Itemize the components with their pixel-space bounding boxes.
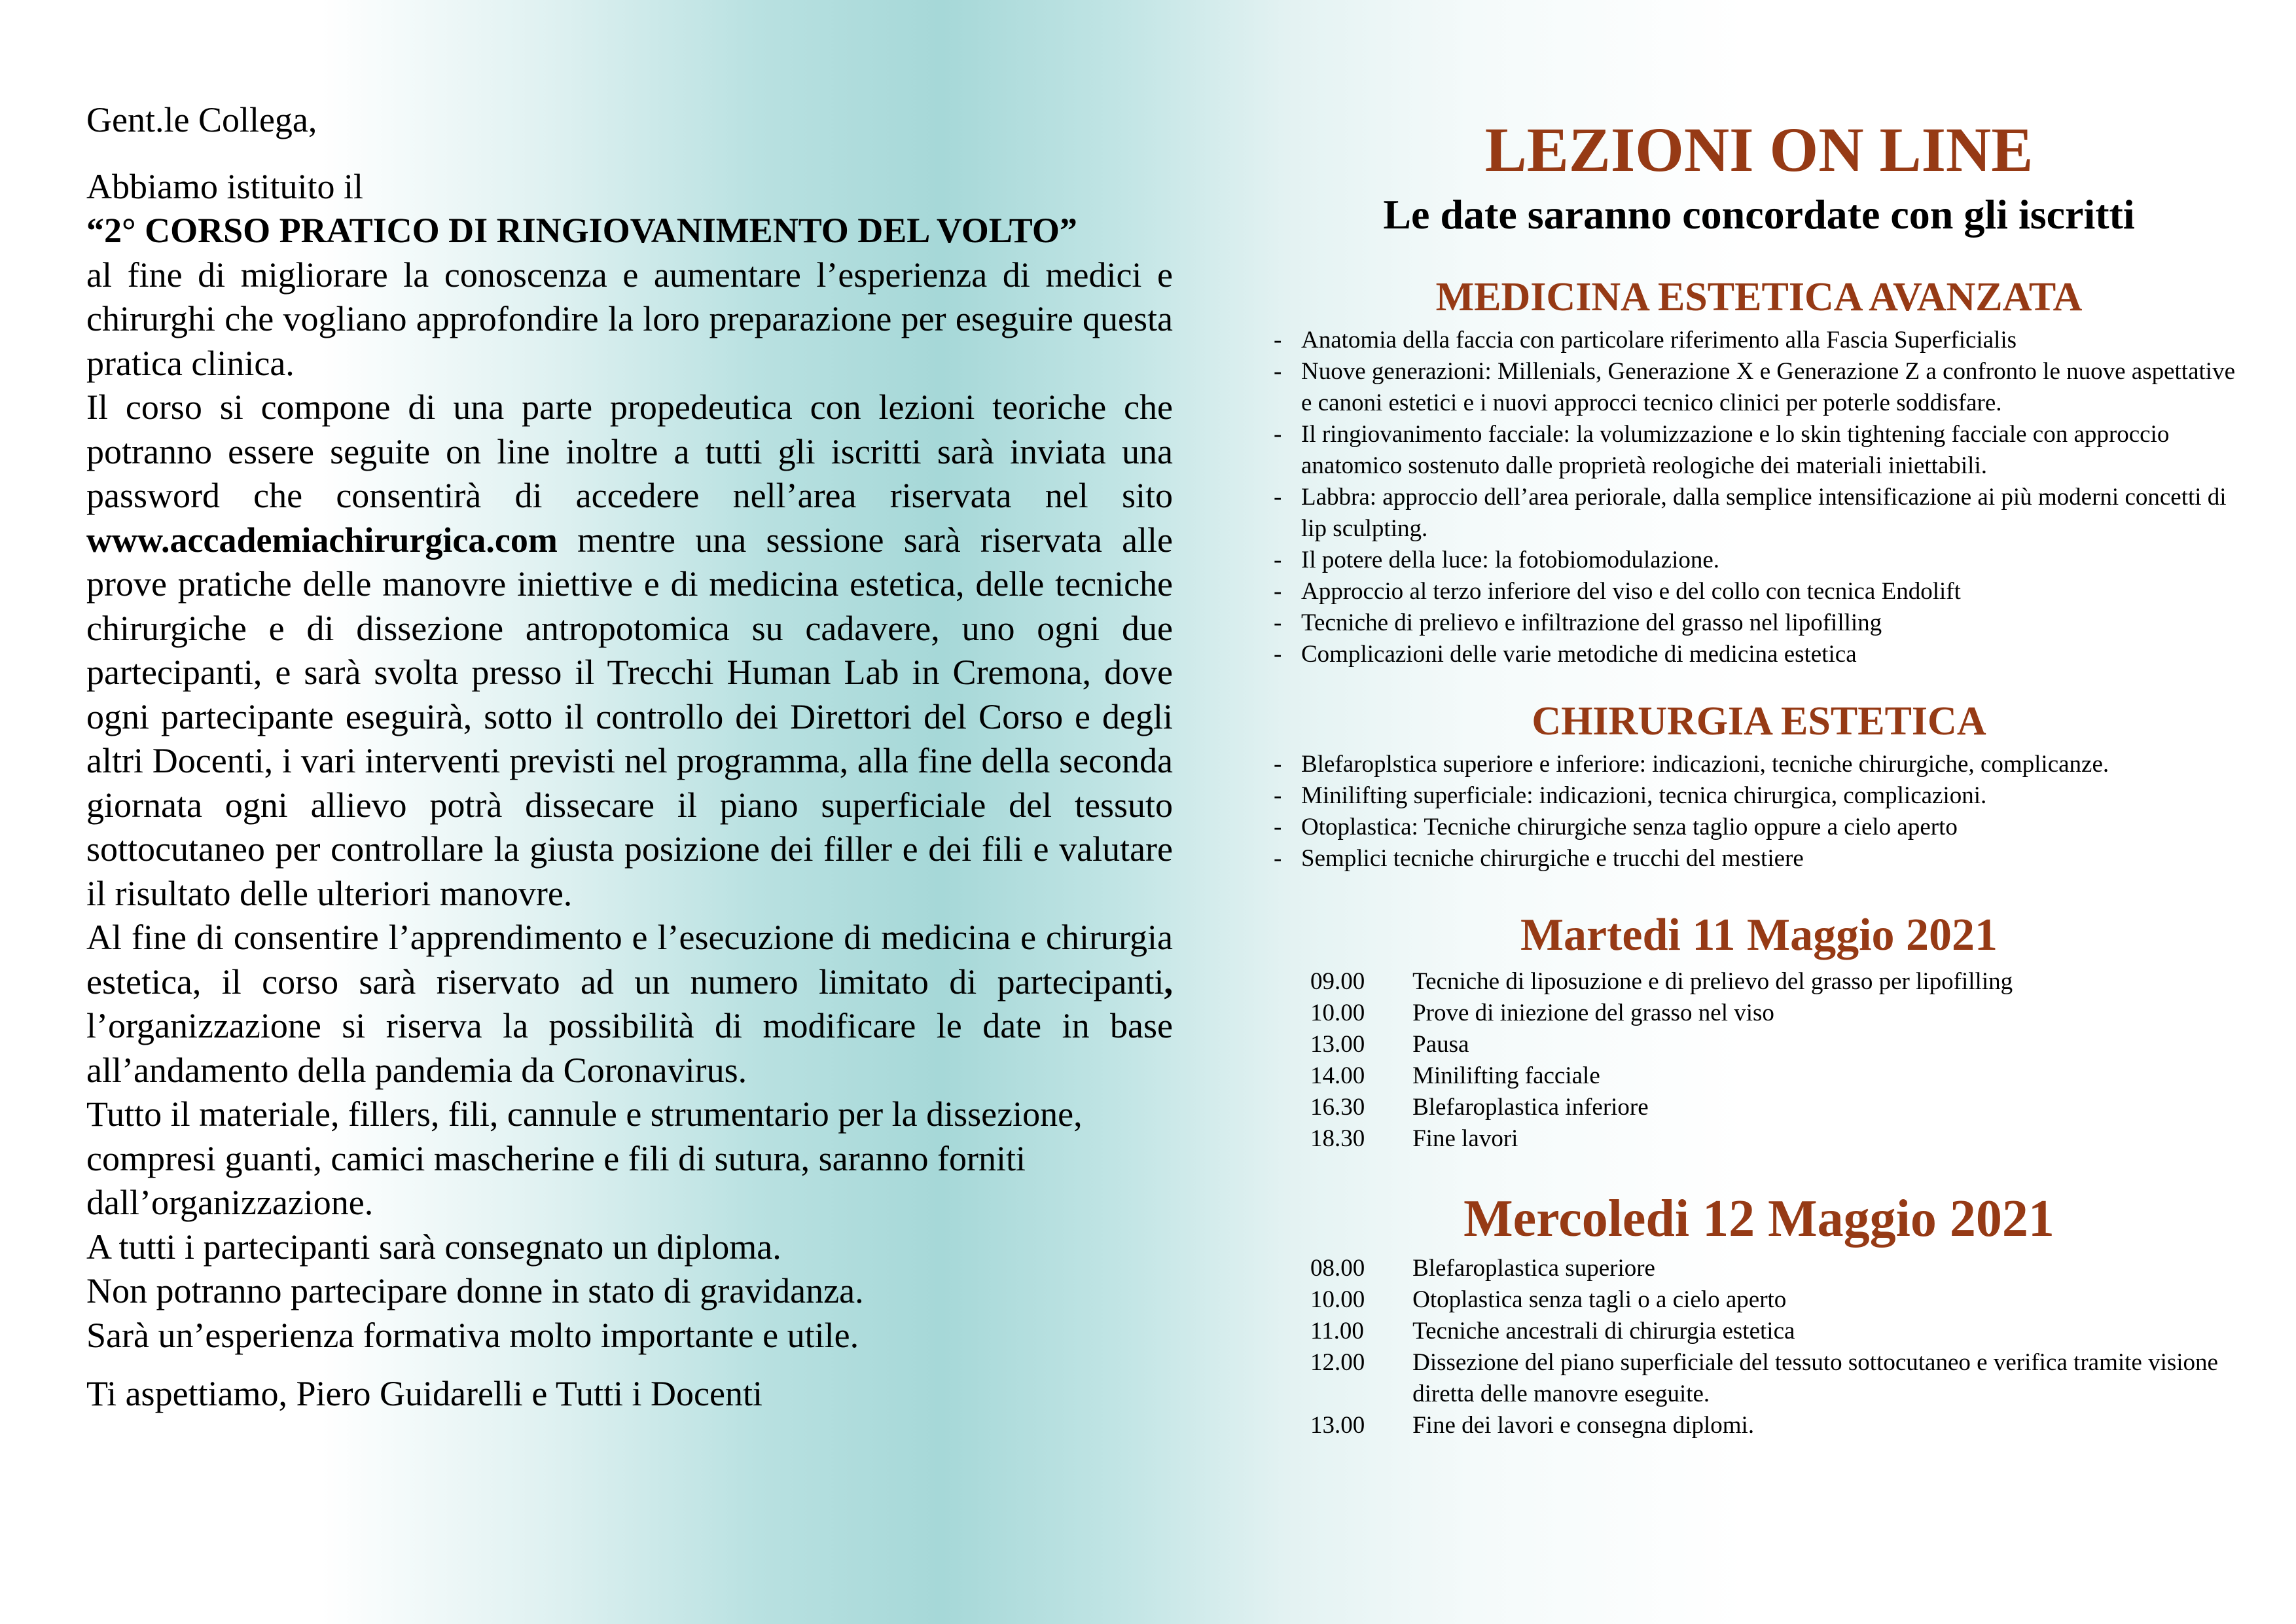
course-structure-text: Il corso si compone di una parte propedeutica con lezioni teoriche che potranno essere seguite on line inoltre a tutti gli iscritti sarà inviata una password che consentirà di accedere nell’area riservata nel sito xyxy=(86,388,1173,515)
schedule-activity: Prove di iniezione del grasso nel viso xyxy=(1412,1000,1774,1026)
schedule-activity: Tecniche ancestrali di chirurgia estetica xyxy=(1412,1318,1795,1344)
schedule-activity: Blefaroplastica superiore xyxy=(1412,1255,1655,1282)
schedule-time: 10.00 xyxy=(1310,1000,1365,1026)
list-item: - Complicazioni delle varie metodiche di medicina estetica xyxy=(1270,639,2248,670)
schedule-time: 12.00 xyxy=(1310,1349,1365,1376)
limited-places-text: Al fine di consentire l’apprendimento e l’esecuzione di medicina e chirurgia estetica, il corso sarà riservato ad un numero limitato di partecipanti xyxy=(86,918,1173,1001)
table-row xyxy=(1310,998,2248,1029)
medicina-topic-list xyxy=(1270,325,2248,670)
list-item: - Semplici tecniche chirurgiche e trucchi del mestiere xyxy=(1270,843,2248,875)
program-subtitle: Le date saranno concordate con gli iscritti xyxy=(1383,191,2135,238)
table-row xyxy=(1310,1410,2248,1441)
table-row xyxy=(1310,1092,2248,1123)
day2-schedule xyxy=(1310,1253,2248,1441)
paragraph-course-structure xyxy=(86,386,1173,916)
program-panel xyxy=(1270,111,2248,1441)
list-item: - Otoplastica: Tecniche chirurgiche senza taglio oppure a cielo aperto xyxy=(1270,812,2248,843)
practical-session-text: mentre una sessione sarà riservata alle prove pratiche delle manovre iniettive e di medicina estetica, delle tecniche chirurgiche e di dissezione antropotomica su cadavere, uno ogni due partecipanti, e sarà svolta presso il Trecchi Human Lab in Cremona, dove ogni partecipante eseguirà, sotto il controllo dei Direttori del Corso e degli altri Docenti, i vari interventi previsti nel programma, alla fine della seconda giornata ogni allievo potrà dissecare il piano superficiale del tessuto sottocutaneo per controllare la giusta posizione dei filler e dei fili e valutare il risultato delle ulteriori manovre. xyxy=(86,520,1174,913)
list-item: - Il potere della luce: la fotobiomodulazione. xyxy=(1270,545,2248,576)
list-item: - Tecniche di prelievo e infiltrazione del grasso nel lipofilling xyxy=(1270,607,2248,639)
table-row xyxy=(1310,1316,2248,1347)
limited-places-comma: , xyxy=(1164,962,1173,1001)
schedule-activity: Fine lavori xyxy=(1412,1125,1518,1152)
schedule-time: 13.00 xyxy=(1310,1031,1365,1058)
pandemic-note: l’organizzazione si riserva la possibilità di modificare le date in base all’andamento della pandemia da Coronavirus. xyxy=(86,1006,1173,1090)
list-item: - Anatomia della faccia con particolare riferimento alla Fascia Superficialis xyxy=(1270,325,2248,356)
schedule-activity: Pausa xyxy=(1412,1031,1469,1058)
schedule-activity: Tecniche di liposuzione e di prelievo del grasso per lipofilling xyxy=(1412,968,2013,995)
greeting: Gent.le Collega, xyxy=(86,100,317,139)
medicina-heading: MEDICINA ESTETICA AVANZATA xyxy=(1435,275,2083,319)
schedule-time: 16.30 xyxy=(1310,1094,1365,1121)
table-row xyxy=(1310,1347,2248,1410)
list-item: - Nuove generazioni: Millenials, Generazione X e Generazione Z a confronto le nuove aspettative e canoni estetici e i nuovi approcci tecnico clinici per poterle soddisfare. xyxy=(1270,356,2248,419)
day1-heading: Martedi 11 Maggio 2021 xyxy=(1520,910,1998,960)
schedule-activity: Fine dei lavori e consegna diplomi. xyxy=(1412,1412,1755,1439)
intro-line: Abbiamo istituito il xyxy=(86,166,364,206)
table-row xyxy=(1310,1060,2248,1092)
schedule-time: 14.00 xyxy=(1310,1062,1365,1089)
signoff: Ti aspettiamo, Piero Guidarelli e Tutti i Docenti xyxy=(86,1374,762,1413)
schedule-time: 10.00 xyxy=(1310,1286,1365,1313)
schedule-time: 08.00 xyxy=(1310,1255,1365,1282)
day2-heading: Mercoledi 12 Maggio 2021 xyxy=(1463,1190,2054,1248)
list-item: - Labbra: approccio dell’area periorale, dalla semplice intensificazione ai più moderni concetti di lip sculpting. xyxy=(1270,482,2248,545)
schedule-activity: Otoplastica senza tagli o a cielo aperto xyxy=(1412,1286,1787,1313)
schedule-activity: Blefaroplastica inferiore xyxy=(1412,1094,1649,1121)
schedule-time: 13.00 xyxy=(1310,1412,1365,1439)
schedule-time: 09.00 xyxy=(1310,968,1365,995)
paragraph-pregnancy: Non potranno partecipare donne in stato di gravidanza. xyxy=(86,1271,864,1310)
schedule-activity: Dissezione del piano superficiale del tessuto sottocutaneo e verifica tramite visione diretta delle manovre eseguite. xyxy=(1412,1349,2218,1407)
paragraph-experience: Sarà un’esperienza formativa molto importante e utile. xyxy=(86,1315,859,1355)
table-row xyxy=(1310,966,2248,998)
list-item: - Approccio al terzo inferiore del viso e del collo con tecnica Endolift xyxy=(1270,576,2248,607)
table-row xyxy=(1310,1123,2248,1155)
chirurgia-topic-list xyxy=(1270,749,2248,875)
list-item: - Blefaroplstica superiore e inferiore: indicazioni, tecniche chirurgiche, complicanze. xyxy=(1270,749,2248,780)
table-row xyxy=(1310,1029,2248,1060)
paragraph-materials: Tutto il materiale, fillers, fili, cannule e strumentario per la dissezione, compresi guanti, camici mascherine e fili di sutura, saranno forniti dall’organizzazione. xyxy=(86,1094,1083,1222)
course-title: “2° CORSO PRATICO DI RINGIOVANIMENTO DEL VOLTO” xyxy=(86,211,1077,250)
paragraph-purpose: al fine di migliorare la conoscenza e aumentare l’esperienza di medici e chirurghi che vogliano approfondire la loro preparazione per eseguire questa pratica clinica. xyxy=(86,255,1173,383)
schedule-time: 18.30 xyxy=(1310,1125,1365,1152)
day1-schedule xyxy=(1310,966,2248,1155)
schedule-time: 11.00 xyxy=(1310,1318,1364,1344)
table-row xyxy=(1310,1284,2248,1316)
schedule-activity: Minilifting facciale xyxy=(1412,1062,1600,1089)
list-item: - Il ringiovanimento facciale: la volumizzazione e lo skin tightening facciale con approccio anatomico sostenuto dalle proprietà reologiche dei materiali iniettabili. xyxy=(1270,419,2248,482)
website-link[interactable]: www.accademiachirurgica.com xyxy=(86,520,558,560)
invitation-letter xyxy=(86,98,1173,1416)
chirurgia-heading: CHIRURGIA ESTETICA xyxy=(1532,699,1986,744)
list-item: - Minilifting superficiale: indicazioni, tecnica chirurgica, complicazioni. xyxy=(1270,780,2248,812)
program-title: LEZIONI ON LINE xyxy=(1484,115,2034,185)
table-row xyxy=(1310,1253,2248,1284)
paragraph-limited-places xyxy=(86,916,1173,1092)
paragraph-diploma: A tutti i partecipanti sarà consegnato un diploma. xyxy=(86,1227,781,1267)
